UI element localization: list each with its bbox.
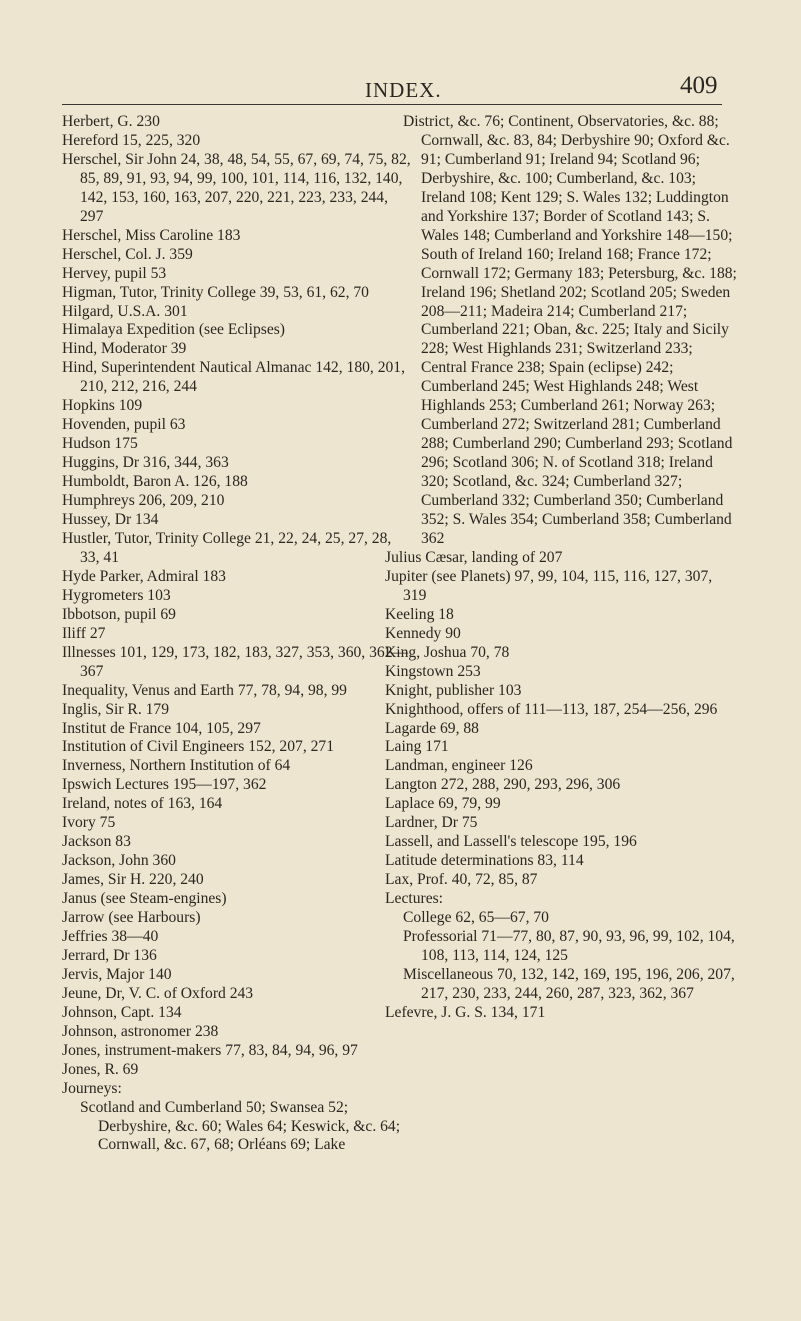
index-entry: Julius Cæsar, landing of 207 bbox=[385, 548, 563, 566]
index-entry: Hervey, pupil 53 bbox=[62, 264, 167, 282]
index-entry: Jupiter (see Planets) 97, 99, 104, 115, 116, 127, 307, 319 bbox=[385, 567, 713, 604]
index-entry: Jarrow (see Harbours) bbox=[62, 909, 201, 927]
index-entry: Hygrometers 103 bbox=[62, 586, 171, 604]
index-entry: Humboldt, Baron A. 126, 188 bbox=[62, 473, 248, 491]
index-entry: Jones, instrument-makers 77, 83, 84, 94, 96, 97 bbox=[62, 1041, 358, 1059]
index-entry: Lefevre, J. G. S. 134, 171 bbox=[385, 1003, 546, 1021]
index-entry: Laplace 69, 79, 99 bbox=[385, 795, 501, 813]
index-entry: Hustler, Tutor, Trinity College 21, 22, 24, 25, 27, 28, 33, 41 bbox=[62, 529, 392, 566]
index-entry: Kennedy 90 bbox=[385, 624, 461, 642]
index-column-left bbox=[62, 113, 414, 1155]
index-entry: Keeling 18 bbox=[385, 605, 454, 623]
index-entry: Kingstown 253 bbox=[385, 662, 481, 680]
index-entry: Lax, Prof. 40, 72, 85, 87 bbox=[385, 871, 538, 889]
index-entry: Hind, Moderator 39 bbox=[62, 340, 187, 358]
index-subentry: College 62, 65—67, 70 bbox=[403, 909, 549, 927]
index-entry: Jervis, Major 140 bbox=[62, 965, 172, 983]
index-entry: Huggins, Dr 316, 344, 363 bbox=[62, 454, 229, 472]
index-entry: James, Sir H. 220, 240 bbox=[62, 871, 204, 889]
index-entry: Jones, R. 69 bbox=[62, 1060, 139, 1078]
index-entry: Hind, Superintendent Nautical Almanac 142, 180, 201, 210, 212, 216, 244 bbox=[62, 359, 405, 396]
index-entry: Herschel, Col. J. 359 bbox=[62, 245, 193, 263]
index-entry: Humphreys 206, 209, 210 bbox=[62, 492, 225, 510]
page-number: 409 bbox=[680, 72, 718, 99]
index-subentry: District, &c. 76; Continent, Observatories, &c. 88; Cornwall, &c. 83, 84; Derbyshire 90; Oxford &c. 91; Cumberland 91; Ireland 94; Scotland 96; Derbyshire, &c. 100; Cumberland, &c. 103; Ireland 108; Kent 129; S. Wales 132; Luddington and Yorkshire 137; Border of Scotland 143; S. Wales 148; Cumberland and Yorkshire 148—150; South of Ireland 160; Ireland 168; France 172; Cornwall 172; Germany 183; Petersburg, &c. 188; Ireland 196; Shetland 202; Scotland 205; Sweden 208—211; Madeira 214; Cumberland 217; Cumberland 221; Oban, &c. 225; Italy and Sicily 228; West Highlands 231; Switzerland 233; Central France 238; Spain (eclipse) 242; Cumberland 245; West Highlands 248; West Highlands 253; Cumberland 261; Norway 263; Cumberland 272; Switzerland 281; Cumberland 288; Cumberland 290; Cumberland 293; Scotland 296; Scotland 306; N. of Scotland 318; Ireland 320; Scotland, &c. 324; Cumberland 327; Cumberland 332; Cumberland 350; Cumberland 352; S. Wales 354; Cumberland 358; Cumberland 362 bbox=[403, 113, 737, 547]
index-entry: Higman, Tutor, Trinity College 39, 53, 61, 62, 70 bbox=[62, 283, 369, 301]
index-entry: Hopkins 109 bbox=[62, 397, 143, 415]
index-entry: Lectures: bbox=[385, 890, 444, 908]
header-rule bbox=[62, 104, 722, 105]
index-entry: Hudson 175 bbox=[62, 435, 138, 453]
index-entry: Landman, engineer 126 bbox=[385, 757, 533, 775]
index-entry: Hilgard, U.S.A. 301 bbox=[62, 302, 188, 320]
index-entry: Jeffries 38—40 bbox=[62, 927, 159, 945]
index-entry: Iliff 27 bbox=[62, 624, 106, 642]
index-entry: Latitude determinations 83, 114 bbox=[385, 852, 584, 870]
index-entry: King, Joshua 70, 78 bbox=[385, 643, 510, 661]
running-head: INDEX. bbox=[365, 78, 442, 102]
index-entry: Jeune, Dr, V. C. of Oxford 243 bbox=[62, 984, 254, 1002]
index-entry: Himalaya Expedition (see Eclipses) bbox=[62, 321, 286, 339]
index-entry: Inglis, Sir R. 179 bbox=[62, 700, 170, 718]
index-entry: Inverness, Northern Institution of 64 bbox=[62, 757, 291, 775]
index-entry: Jackson, John 360 bbox=[62, 852, 176, 870]
index-entry: Hyde Parker, Admiral 183 bbox=[62, 567, 226, 585]
index-entry: Illnesses 101, 129, 173, 182, 183, 327, 353, 360, 362—367 bbox=[62, 643, 409, 680]
index-entry: Herschel, Miss Caroline 183 bbox=[62, 226, 241, 244]
index-entry: Hussey, Dr 134 bbox=[62, 511, 159, 529]
index-entry: Inequality, Venus and Earth 77, 78, 94, 98, 99 bbox=[62, 681, 347, 699]
index-subentry: Miscellaneous 70, 132, 142, 169, 195, 196, 206, 207, 217, 230, 233, 244, 260, 287, 323, 362, 367 bbox=[403, 965, 735, 1002]
index-subentry: Professorial 71—77, 80, 87, 90, 93, 96, 99, 102, 104, 108, 113, 114, 124, 125 bbox=[403, 927, 735, 964]
index-entry: Jackson 83 bbox=[62, 833, 131, 851]
index-entry: Ipswich Lectures 195—197, 362 bbox=[62, 776, 267, 794]
index-entry: Knighthood, offers of 111—113, 187, 254—256, 296 bbox=[385, 700, 718, 718]
index-entry: Hovenden, pupil 63 bbox=[62, 416, 186, 434]
index-entry: Lagarde 69, 88 bbox=[385, 719, 479, 737]
index-subentry: Scotland and Cumberland 50; Swansea 52; Derbyshire, &c. 60; Wales 64; Keswick, &c. 64; Cornwall, &c. 67, 68; Orléans 69; Lake bbox=[80, 1098, 401, 1154]
index-entry: Johnson, Capt. 134 bbox=[62, 1003, 182, 1021]
index-entry: Langton 272, 288, 290, 293, 296, 306 bbox=[385, 776, 621, 794]
index-entry: Ibbotson, pupil 69 bbox=[62, 605, 176, 623]
index-entry: Ivory 75 bbox=[62, 814, 116, 832]
index-entry: Lardner, Dr 75 bbox=[385, 814, 478, 832]
index-entry: Laing 171 bbox=[385, 738, 449, 756]
index-entry: Ireland, notes of 163, 164 bbox=[62, 795, 223, 813]
index-column-right bbox=[385, 113, 737, 1023]
index-entry: Johnson, astronomer 238 bbox=[62, 1022, 219, 1040]
index-entry: Herschel, Sir John 24, 38, 48, 54, 55, 67, 69, 74, 75, 82, 85, 89, 91, 93, 94, 99, 100, 101, 114, 116, 132, 140, 142, 153, 160, 163, 207, 220, 221, 223, 233, 244, 297 bbox=[62, 150, 411, 225]
index-entry: Journeys: bbox=[62, 1079, 122, 1097]
index-entry: Herbert, G. 230 bbox=[62, 113, 160, 130]
index-entry: Hereford 15, 225, 320 bbox=[62, 131, 201, 149]
index-entry: Lassell, and Lassell's telescope 195, 196 bbox=[385, 833, 637, 851]
page-header bbox=[0, 0, 801, 110]
index-entry: Knight, publisher 103 bbox=[385, 681, 522, 699]
index-entry: Institut de France 104, 105, 297 bbox=[62, 719, 261, 737]
index-entry: Janus (see Steam-engines) bbox=[62, 890, 227, 908]
index-entry: Institution of Civil Engineers 152, 207, 271 bbox=[62, 738, 335, 756]
index-entry: Jerrard, Dr 136 bbox=[62, 946, 157, 964]
